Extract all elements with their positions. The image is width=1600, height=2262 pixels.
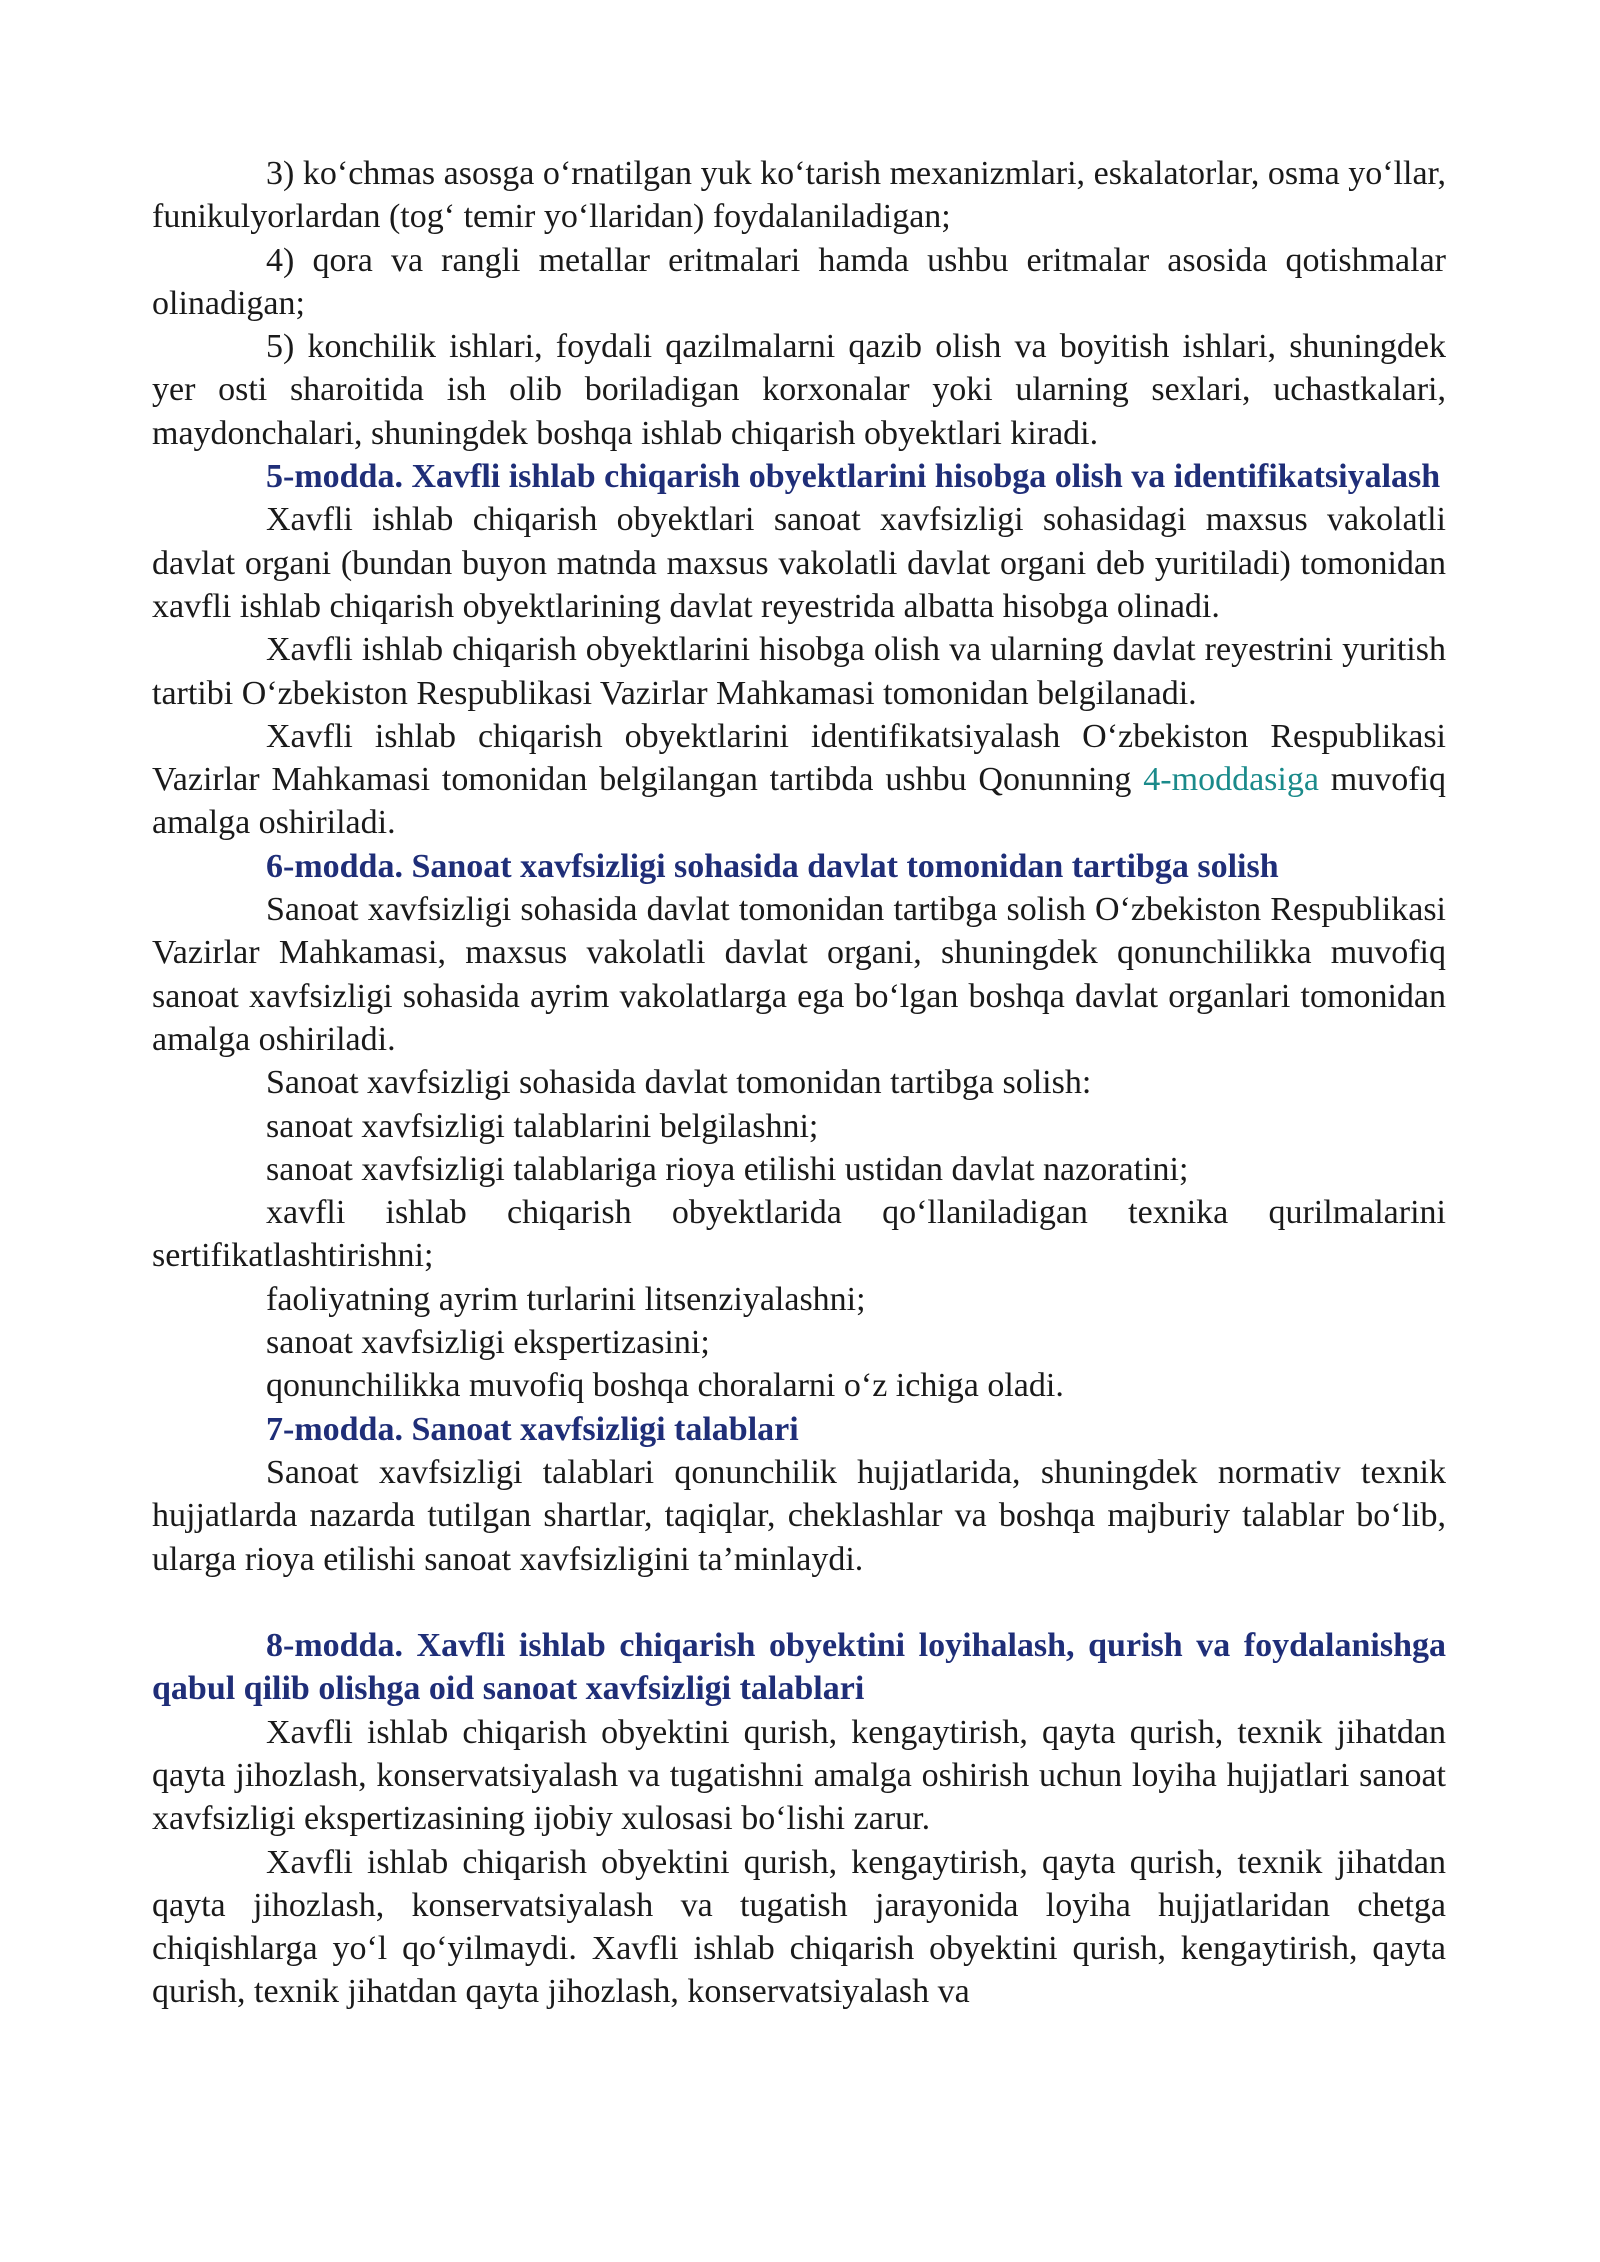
article-5-paragraph-3-text-before: Xavfli ishlab chiqarish obyektlarini identifikatsiyalash O‘zbekiston Respublikasi Vazirlar Mahkamasi tomonidan belgilangan tartibda ushbu Qonunning — [152, 717, 1446, 799]
article-5-paragraph-2: Xavfli ishlab chiqarish obyektlarini hisobga olish va ularning davlat reyestrini yuritish tartibi O‘zbekiston Respublikasi Vazirlar Mahkamasi tomonidan belgilanadi. — [152, 631, 1446, 712]
article-6-list-item: xavfli ishlab chiqarish obyektlarida qo‘llaniladigan texnika qurilmalarini sertifikatlashtirishni; — [152, 1194, 1446, 1275]
article-8-paragraph-2: Xavfli ishlab chiqarish obyektini qurish, kengaytirish, qayta qurish, texnik jihatdan qayta jihozlash, konservatsiyalash va tugatish jarayonida loyiha hujjatlaridan chetga chiqishlarga yo‘l qo‘yilmaydi. Xavfli ishlab chiqarish obyektini qurish, kengaytirish, qayta qurish, texnik jihatdan qayta jihozlash, konservatsiyalash va — [152, 1843, 1446, 2011]
article-7-paragraph-1: Sanoat xavfsizligi talablari qonunchilik hujjatlarida, shuningdek normativ texnik hujjatlarda nazarda tutilgan shartlar, taqiqlar, cheklashlar va boshqa majburiy talablar bo‘lib, ularga rioya etilishi sanoat xavfsizligini ta’minlaydi. — [152, 1453, 1446, 1578]
document-page — [152, 152, 1446, 2014]
article-5-heading: 5-modda. Xavfli ishlab chiqarish obyektlarini hisobga olish va identifikatsiyalash — [266, 458, 1441, 496]
list-item-4: 4) qora va rangli metallar eritmalari hamda ushbu eritmalar asosida qotishmalar olinadigan; — [152, 241, 1446, 322]
list-item-5: 5) konchilik ishlari, foydali qazilmalarni qazib olish va boyitish ishlari, shuningdek yer osti sharoitida ish olib boriladigan korxonalar yoki ularning sexlari, uchastkalari, maydonchalari, shuningdek boshqa ishlab chiqarish obyektlari kiradi. — [152, 328, 1446, 452]
article-6-paragraph-1: Sanoat xavfsizligi sohasida davlat tomonidan tartibga solish O‘zbekiston Respublikasi Vazirlar Mahkamasi, maxsus vakolatli davlat organi, shuningdek qonunchilikka muvofiq sanoat xavfsizligi sohasida ayrim vakolatlarga ega bo‘lgan boshqa davlat organlari tomonidan amalga oshiriladi. — [152, 891, 1446, 1058]
article-6-list-item: sanoat xavfsizligi talablariga rioya etilishi ustidan davlat nazoratini; — [266, 1150, 1189, 1188]
article-6-list-item: sanoat xavfsizligi ekspertizasini; — [266, 1324, 710, 1362]
article-4-link[interactable]: 4-moddasiga — [1143, 761, 1319, 799]
article-5-paragraph-3 — [152, 715, 1446, 845]
article-6-list-item: qonunchilikka muvofiq boshqa choralarni o‘z ichiga oladi. — [266, 1367, 1064, 1405]
article-6-intro: Sanoat xavfsizligi sohasida davlat tomonidan tartibga solish: — [266, 1064, 1092, 1102]
article-8-paragraph-1: Xavfli ishlab chiqarish obyektini qurish, kengaytirish, qayta qurish, texnik jihatdan qayta jihozlash, konservatsiyalash va tugatishni amalga oshirish uchun loyiha hujjatlari sanoat xavfsizligi ekspertizasining ijobiy xulosasi bo‘lishi zarur. — [152, 1713, 1446, 1838]
article-6-list-item: faoliyatning ayrim turlarini litsenziyalashni; — [266, 1280, 866, 1318]
article-6-list-item: sanoat xavfsizligi talablarini belgilashni; — [266, 1107, 819, 1145]
article-8-heading: 8-modda. Xavfli ishlab chiqarish obyektini loyihalash, qurish va foydalanishga qabul qilib olishga oid sanoat xavfsizligi talablari — [152, 1627, 1446, 1708]
list-item-3: 3) ko‘chmas asosga o‘rnatilgan yuk ko‘tarish mexanizmlari, eskalatorlar, osma yo‘llar, funikulyorlardan (tog‘ temir yo‘llaridan) foydalaniladigan; — [152, 155, 1446, 236]
article-6-heading: 6-modda. Sanoat xavfsizligi sohasida davlat tomonidan tartibga solish — [266, 847, 1279, 885]
article-5-paragraph-1: Xavfli ishlab chiqarish obyektlari sanoat xavfsizligi sohasidagi maxsus vakolatli davlat organi (bundan buyon matnda maxsus vakolatli davlat organi deb yuritiladi) tomonidan xavfli ishlab chiqarish obyektlarining davlat reyestrida albatta hisobga olinadi. — [152, 501, 1446, 625]
blank-line — [152, 1581, 1446, 1624]
article-5-paragraph-3-text-after: muvofiq amalga oshiriladi. — [152, 761, 1447, 842]
article-7-heading: 7-modda. Sanoat xavfsizligi talablari — [266, 1410, 799, 1448]
